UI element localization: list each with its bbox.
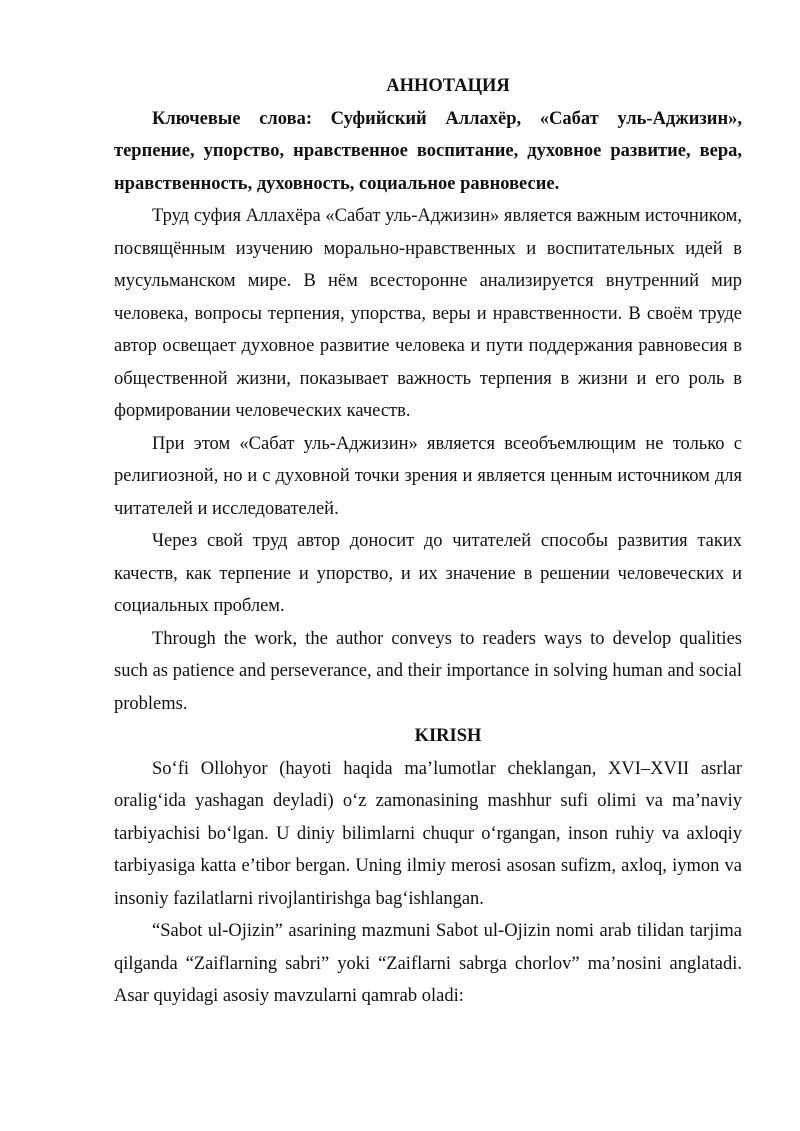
intro-paragraph-1: So‘fi Ollohyor (hayoti haqida ma’lumotlar cheklangan, XVI–XVII asrlar oralig‘ida yashagan deyladi) o‘z zamonasining mashhur sufi olimi va ma’naviy tarbiyachisi bo‘lgan. U diniy bilimlarni chuqur o‘rgangan, inson ruhiy va axloqiy tarbiyasiga katta e’tibor bergan. Uning ilmiy merosi asosan sufizm, axloq, iymon va insoniy fazilatlarni rivojlantirishga bag‘ishlangan. [114, 758, 742, 909]
annotation-heading: АННОТАЦИЯ [386, 76, 510, 96]
intro-paragraph-2: “Sabot ul-Ojizin” asarining mazmuni Sabot ul-Ojizin nomi arab tilidan tarjima qilganda “Zaiflarning sabri” yoki “Zaiflarni sabrga chorlov” ma’nosini anglatadi. Asar quyidagi asosiy mavzularni qamrab oladi: [114, 921, 742, 1006]
annotation-paragraph-1: Труд суфия Аллахёра «Сабат уль-Аджизин» является важным источником, посвящённым изучению морально-нравственных и воспитательных идей в мусульманском мире. В нём всесторонне анализируется внутренний мир человека, вопросы терпения, упорства, веры и нравственности. В своём труде автор освещает духовное развитие человека и пути поддержания равновесия в общественной жизни, показывает важность терпения в жизни и его роль в формировании человеческих качеств. [114, 206, 742, 421]
annotation-paragraph-3: Через свой труд автор доносит до читателей способы развития таких качеств, как терпение и упорство, и их значение в решении человеческих и социальных проблем. [114, 531, 742, 616]
document-page [114, 70, 742, 1013]
keywords-paragraph: Ключевые слова: Суфийский Аллахёр, «Сабат уль-Аджизин», терпение, упорство, нравственное воспитание, духовное развитие, вера, нравственность, духовность, социальное равновесие. [114, 108, 742, 194]
annotation-paragraph-english: Through the work, the author conveys to readers ways to develop qualities such as patience and perseverance, and their importance in solving human and social problems. [114, 628, 742, 714]
annotation-paragraph-2: При этом «Сабат уль-Аджизин» является всеобъемлющим не только с религиозной, но и с духовной точки зрения и является ценным источником для читателей и исследователей. [114, 433, 742, 519]
intro-heading: KIRISH [414, 726, 482, 746]
